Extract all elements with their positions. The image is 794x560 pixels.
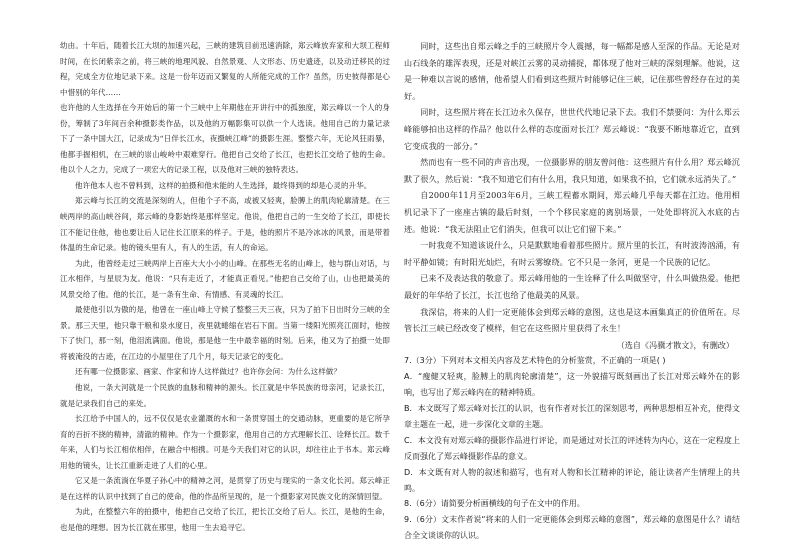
question-7: 7.（3分）下列对本文相关内容及艺术特色的分析鉴赏，不正确的一项是( ) [404, 356, 666, 366]
question-9: 9.（6分）文末作者说“将来的人们一定更能体会到郑云峰的意图”，郑云峰的意图是什么？请结合全文谈谈你的认识。 [404, 515, 740, 541]
passage-paragraph: 也许他的人生选择在今开始后的第一个三峡中上年期他在开讲行中的孤独度，郑云峰以一个人的身份，筹制了3年间百余种摄影类作品，以及他的万幅影集可以供一个人选读。他用自己的力量记录下了一条中国大江，记录成为“日伴长江水，夜摄峡江峰”的摄影生涯。整整六年，无论风狂雨暴，他都手握相机，在三峡的崇山峻岭中艰难穿行。他把自己交给了长江，也把长江交给了他的生命。他以个人之力，完成了一项宏大的记录工程，以及他对三峡的独特表达。 [60, 103, 390, 175]
right-column [404, 38, 740, 544]
passage-paragraph: 我深信，将来的人们一定更能体会到郑云峰的意图，这也是这本画集真正的价值所在。尽管长江三峡已经改变了模样，但它在这些照片里获得了永生！ [404, 306, 740, 334]
right-passage [404, 38, 740, 337]
option-b: B．本文既写了郑云峰对长江的认识，也有作者对长江的深刻思考，两种思想相互补充，使得文章主题在一起，进一步深化文章的主题。 [404, 404, 740, 429]
left-column [60, 38, 390, 536]
question-7-options [404, 369, 740, 496]
passage-paragraph: 然而也有一些不同的声音出现，一位摄影界的朋友曾问他：这些照片有什么用？郑云峰沉默了很久，然后说：“我不知道它们有什么用，我只知道，如果我不拍，它们就永远消失了。” [404, 157, 740, 184]
passage-paragraph: 已来不及表达我的敬意了。郑云峰用他的一生诠释了什么叫做坚守，什么叫做热爱。他把最好的年华给了长江，长江也给了他最美的风景。 [404, 273, 740, 300]
passage-paragraph: 他说，一条大河就是一个民族的血脉和精神的源头。长江就是中华民族的母亲河，记录长江，就是记录我们自己的来处。 [60, 383, 390, 408]
source-citation: （选自《冯骥才散文》，有删改） [616, 339, 734, 350]
passage-paragraph: 一时我竟不知道该说什么，只是默默地看着那些照片。照片里的长江，有时波涛汹涌，有时平静如镜；有时阳光灿烂，有时云雾缭绕。它不只是一条河，更是一个民族的记忆。 [404, 240, 740, 267]
option-c: C．本文没有对郑云峰的摄影作品进行评论，而是通过对长江的评述转为内心，这在一定程度上反而强化了郑云峰摄影作品的意义。 [404, 435, 740, 461]
passage-paragraph: 还有哪一位摄影家、画家、作家和诗人这样做过？也许你会问：为什么这样做？ [75, 367, 341, 377]
passage-paragraph: 为此，在整整六年的拍摄中，他把自己交给了长江，把长江交给了后人。长江，是他的生命，也是他的理想。因为长江就在那里，他用一生去追寻它。 [60, 507, 390, 532]
passage-paragraph: 最使他引以为傲的是，他曾在一座山峰上守候了整整三天三夜，只为了拍下日出时分三峡的全景。那三天里，他只靠干粮和泉水度日，夜里就蜷缩在岩石下面。当第一缕阳光照亮江面时，他按下了快门，那一刻，他泪流满面。他说，那是他一生中最幸福的时刻。后来，他又为了拍摄一处即将被淹没的古迹，在江边的小屋里住了几个月，每天记录它的变化。 [60, 305, 390, 361]
passage-paragraph: 他许他本人也不曾料到，这样的拍摄和他未能的人生选择，最终得到的却是心灵的升华。 [75, 180, 372, 190]
option-d: D．本文既有对人物的叙述和描写，也有对人物和长江精神的评论，能让读者产生情理上的共鸣。 [404, 467, 740, 493]
passage-paragraph: 同时，这些照片将在长江边永久保存，世世代代地记录下去。我们不禁要问：为什么郑云峰能够拍出这样的作品？他以什么样的态度面对长江？郑云峰说：“我要不断地靠近它，直到它变成我的一部分。” [404, 107, 740, 151]
option-a: A．“瘦健又轻爽，脸膊上的肌肉轮廓清楚”，这一外貌描写既刻画出了长江对郑云峰外在的影响，也写出了郑云峰内在的精神特质。 [404, 372, 740, 398]
passage-paragraph: 郑云峰与长江的交流是深刻的人，但他个子不高，或被又轻爽，脸膊上的肌肉轮廓清楚。在三峡两岸的高山峡谷间，郑云峰的身影始终是那样坚定。他说，他把自己的一生交给了长江，即使长江不能记住他，他也要让后人记住长江原来的样子。于是，他的照片不是冷冰冰的风景，而是带着体温的生命记录。他的镜头里有人，有人的生活，有人的命运。 [60, 196, 390, 253]
passage-paragraph: 长江给予中国人的，远不仅仅是农业灌溉的水和一条贯穿国土的交通动脉，更重要的是它所孕育的百折不挠的精神，清澈的精神。作为一个摄影家，他用自己的方式理解长江、诠释长江。数千年来，人们与长江相依相伴，在融合中相携。可是今天我们对它的认识，却往往止于书本。郑云峰用他的镜头，让长江重新走进了人们的心里。 [60, 414, 390, 470]
passage-paragraph: 同时，这些出自郑云峰之手的三峡照片令人震撼，每一幅都是感人至深的作品。无论是对山石线条的雄浑表现，还是对峡江云雾的灵动捕捉，都体现了他对三峡的深刻理解。他说，这是一种难以言说的感情，他希望人们看到这些照片时能够记住三峡，记住那些曾经存在过的美好。 [404, 41, 740, 101]
passage-paragraph: 自2000年11月至2003年6月，三峡工程蓄水期间，郑云峰几乎每天都在江边。他用相机记录下了一座座古镇的最后时刻，一个个移民家庭的离别场景，一处处即将沉入水底的古迹。他说：“我无法阻止它们消失，但我可以让它们留下来。” [404, 190, 740, 234]
passage-paragraph: 为此，他曾经走过三峡两岸上百座大大小小的山峰。在那些无名的山峰上，他与群山对话，与江水相伴，与星辰为友。他说：“只有走近了，才能真正看见。”他把自己交给了山，山也把最美的风景交给了他。他的长江，是一条有生命、有情感、有灵魂的长江。 [60, 258, 390, 299]
question-8: 8.（6分）请简要分析画横线的句子在文中的作用。 [404, 499, 585, 509]
passage-paragraph: 幼由。十年后，随着长江大坝的加速兴起，三峡的建筑目前迅速消除，郑云峰放弃家和大坝工程师时间，在长闭紫亲之前，将三峡的地理风貌、自然景观、人文形态、历史遗迹，以及动迁移民的过程，完成全方位地记录下来。这是一份年迈而又繁复的人所能完成的工作？虽然，历史彼得都是心中惜别的年代…… [60, 41, 390, 97]
passage-paragraph: 它又是一条流淌在华夏子孙心中的精神之河，是贯穿了历史与现实的一条文化长河。郑云峰正是在这样的认识中找到了自己的使命，他的作品所呈现的，是一个摄影家对民族文化的深情回望。 [60, 476, 390, 501]
